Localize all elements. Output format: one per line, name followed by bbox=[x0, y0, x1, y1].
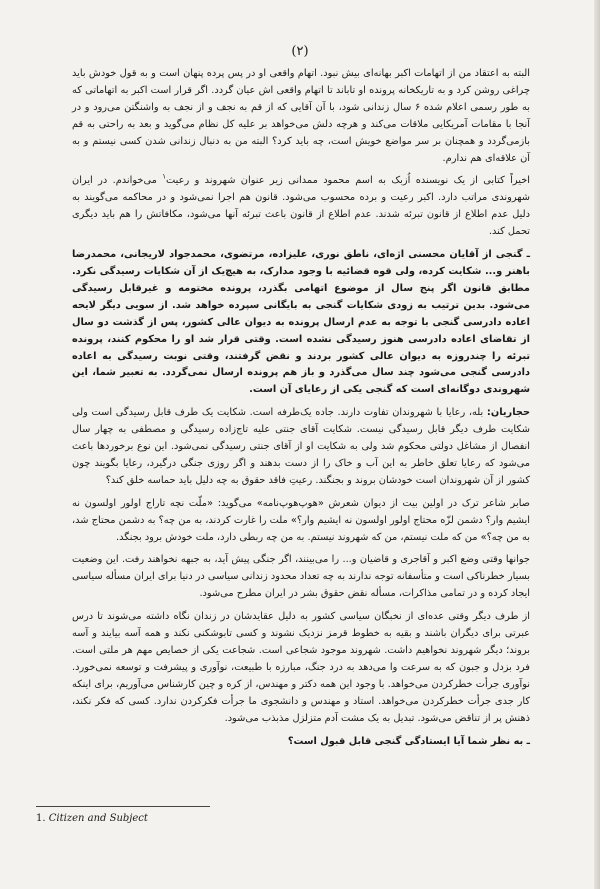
footnote-marker: ۱ bbox=[162, 173, 167, 182]
page-number: (۲) bbox=[291, 44, 309, 59]
question-1: ـ گنجی از آقایان محسنی اژه‌ای، ناطق نوری، علیزاده، مرتضوی، محمدجواد لاریجانی، محمدرضا باهنر و... شکایت کرده، ولی قوه قضائیه با وجود مدارک، به هیچ‌یک از آن شکایات رسیدگی نکرد. مطابق قانون اگر پنج سال از موضوع اتهامی بگذرد، پرونده مختومه و غیرقابل رسیدگی می‌شود. بدین ترتیب به زودی شکایات گنجی به بایگانی سپرده خواهد شد. از سویی دیگر لایحه اعاده دادرسی گنجی با توجه به عدم ارسال پرونده به دیوان عالی کشور، پس از گذشت دو سال از تقاضای اعاده دادرسی هنوز رسیدگی نشده است. وقتی قرار شد او را محکوم کنند، پرونده تبرئه را چندروزه به دیوان عالی کشور بردند و نقض گرفتند، وقتی نوبت رسیدگی به اعاده دادرسی گنجی می‌شود چند سال می‌گذرد و باز هم پرونده ارسال نمی‌گردد. به تعبیر شما، این شهروندی دوگانه‌ای است که گنجی یکی از رعایای آن است. bbox=[72, 249, 530, 396]
question-2: ـ به نظر شما آیا ایستادگی گنجی قابل قبول است؟ bbox=[287, 735, 530, 747]
paragraph-4 bbox=[72, 405, 530, 490]
paragraph-6: جوانها وقتی وضع اکبر و آقاجری و قاضیان و... را می‌بینند، اگر جنگی پیش آید، به جبهه نخواهند رفت. این وضعیت بسیار خطرناکی است و متأسفانه توجه ندارند به چه تعداد محدود زندانی سیاسی در دنیا برای ایران مسأله سیاسی ایجاد کرده و در تمامی مذاکرات، مسأله نقض حقوق بشر در ایران مطرح می‌شود. bbox=[72, 554, 530, 600]
footnote-number: 1. bbox=[36, 813, 46, 824]
paragraph-4-text: بله، رعایا با شهروندان تفاوت دارند. جاده یک‌طرفه است. شکایت یک طرف قابل رسیدگی است ولی شکایت طرف دیگر قابل رسیدگی نیست. شکایت آقای جنتی علیه تاج‌زاده رسیدگی و مصطفی به چهار سال انفصال از مشاغل دولتی محکوم شد ولی به شکایت او از آقای جنتی رسیدگی نمی‌شود. این نوع برخوردها باعث می‌شود که رعایا تعلق خاطر به این آب و خاک را از دست بدهند و اگر روزی جنگی درگیرد، رعایا بگویند چون کشور از آن شهروندان است خودشان بروند و بجنگند. رعیتِ فاقد حقوق به چه دلیل باید حماسه خلق کند؟ bbox=[72, 407, 530, 486]
paragraph-2-text-b: می‌خواندم. در ایران شهروندی مراتب دارد. اکبر رعیت و برده محسوب می‌شود. قانون هم اجرا نمی‌شود و در محاکمه می‌گویند به دلیل عدم اطلاع از قانون تبرئه شدند. عدم اطلاع از قانون باعث تبرئه آنها می‌شود، مکافاتش را هم باید دیگری تحمل کند. bbox=[72, 175, 530, 238]
page-edge bbox=[594, 0, 600, 889]
speaker-label: حجاریان: bbox=[486, 407, 530, 419]
paragraph-5: صابر شاعر ترک در اولین بیت از دیوان شعرش «هوپ‌هوپ‌نامه» می‌گوید: «ملّت نچه تاراج اولور اولسون نه ایشیم وار؟ دشمن لزّه محتاج اولور اولسون نه ایشیم وار؟» ملت را غارت کردند، به من چه؟ به دشمن محتاج شد، به من چه؟» من که ملت نیستم، من که شهروند نیستم. به من چه ربطی دارد، ملت خودش برود بجنگد. bbox=[72, 497, 530, 543]
paragraph-2-text-a: اخیراً کتابی از یک نویسنده اُزبک به اسم محمود ممدانی زیر عنوان شهروند و رعیت bbox=[166, 175, 530, 187]
paragraph-2 bbox=[72, 173, 530, 241]
footnote-text: Citizen and Subject bbox=[48, 813, 148, 824]
body-text bbox=[72, 66, 530, 756]
paragraph-1: البته به اعتقاد من از اتهامات اکبر بهانه‌ای بیش نبود. اتهام واقعی او در پس پرده پنهان است و به قول خودش باید چراغی روشن کرد و به تاریکخانه پرونده او تاباند تا اتهام واقعی اش عیان گردد. اگر قرار است اکبر به اتهاماتی که به طور رسمی اعلام شده ۶ سال زندانی شود، با آن آقایی که از قم به نجف و از نجف به واشنگتن می‌رود و در آنجا با مقامات آمریکایی ملاقات می‌کند و هرچه دلش می‌خواهد بر علیه کل نظام می‌گوید و بعد به راحتی به قم بازمی‌گردد و همچنان بر سر مواضع خویش است، چه باید کرد؟ البته من به دنبال زندانی شدن کسی نیستم و به آن علاقه‌ای هم ندارم. bbox=[72, 68, 530, 164]
paragraph-7: از طرف دیگر وقتی عده‌ای از نخبگان سیاسی کشور به دلیل عقایدشان در زندان نگاه داشته می‌شوند تا درس عبرتی برای دیگران باشند و بقیه به خطوط قرمز نزدیک نشوند و کسی تابوشکنی نکند و همه آسه بیایند و آسه بروند؛ دیگر شهروند نخواهیم داشت. شهروند موجود شجاعی است. شجاعت یکی از خصایص مهم هر ملتی است. فرد بزدل و جبون که به سرعت وا می‌دهد به درد جنگ، مبارزه با طبیعت، نوآوری و پیشرفت و توسعه نمی‌خورد. نوآوری جرأت خطرکردن می‌خواهد. با وجود این همه دکتر و مهندس، از کره و چین کارشناس می‌آوریم، برای اینکه کار جدی جرأت خطرکردن می‌خواهد. استاد و مهندس و دانشجوی ما جرأت فکرکردن ندارد. کسی که فکر نکند، ذهنش پر از تناقض می‌شود. تبدیل به یک مشت آدم متزلزل مذبذب می‌شود. bbox=[72, 611, 530, 724]
footnote-divider bbox=[36, 806, 210, 807]
footnote bbox=[36, 813, 148, 824]
